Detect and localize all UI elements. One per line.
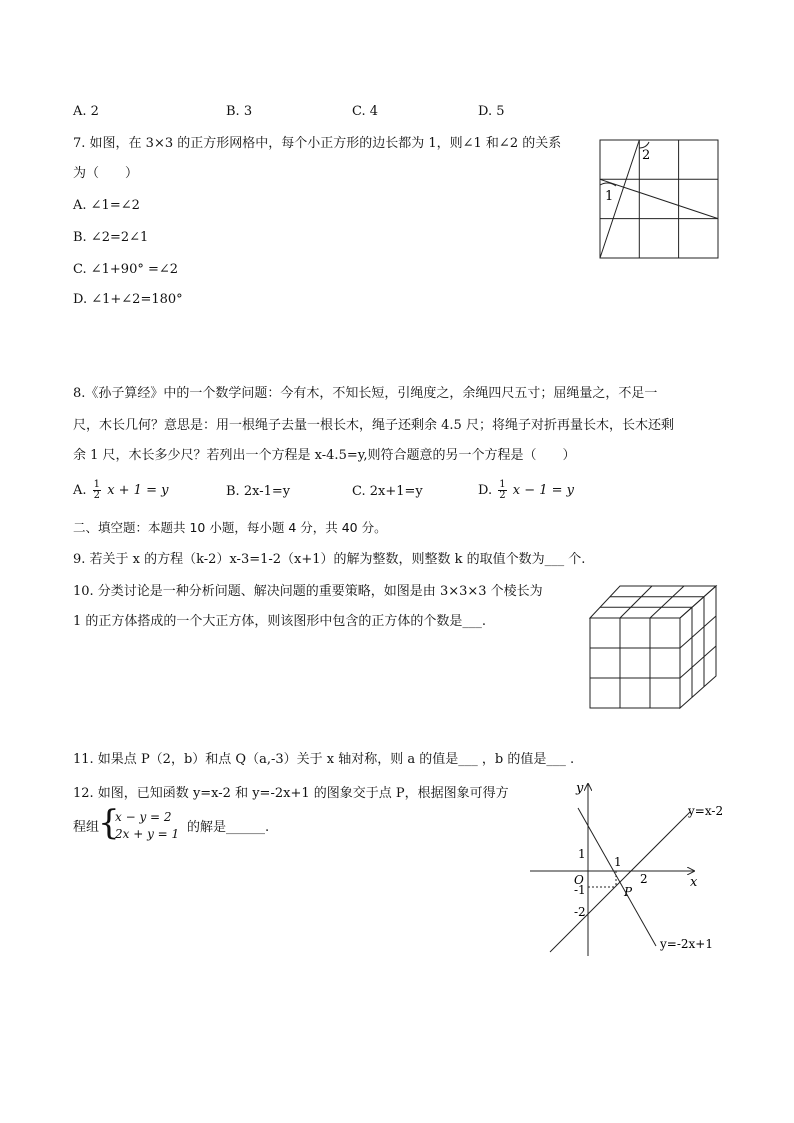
q9-text: 9. 若关于 x 的方程（k-2）x-3=1-2（x+1）的解为整数，则整数 k 的取值个数为___ 个. <box>73 552 586 567</box>
q8-option-b: B. 2x-1=y <box>226 484 291 499</box>
q12-prefix: 程组 <box>73 820 100 835</box>
q7-angle-1-label: 1 <box>605 189 614 204</box>
q12-suffix: 的解是______. <box>187 820 270 835</box>
q7-option-d: D. ∠1+∠2=180° <box>73 292 183 307</box>
graph-tick-y-minus-2: -2 <box>574 905 586 919</box>
q8-option-a-expression: x + 1 = y <box>107 483 169 498</box>
q10-line2: 1 的正方体搭成的一个大正方体，则该图形中包含的正方体的个数是___. <box>73 614 487 629</box>
fraction-numerator: 1 <box>93 479 101 490</box>
q8-option-d-prefix: D. <box>478 483 493 498</box>
q6-option-c: C. 4 <box>352 104 379 119</box>
q7-angle-2-label: 2 <box>642 148 651 163</box>
q8-option-a-prefix: A. <box>73 483 87 498</box>
fraction-denominator: 2 <box>93 490 101 501</box>
graph-x-axis-label: x <box>690 875 698 890</box>
q7-option-c: C. ∠1+90° =∠2 <box>73 262 179 277</box>
q8-line1: 8.《孙子算经》中的一个数学问题：今有木，不知长短，引绳度之，余绳四尺五寸；屈绳量之，不足一 <box>73 386 658 401</box>
q8-line2: 尺，木长几何？意思是：用一根绳子去量一根长木，绳子还剩余 4.5 尺；将绳子对折再量长木，长木还剩 <box>73 418 674 433</box>
q12-equation-2: 2x + y = 1 <box>115 827 180 841</box>
fraction-denominator: 2 <box>499 490 506 501</box>
q7-stem-line1: 7. 如图，在 3×3 的正方形网格中，每个小正方形的边长都为 1，则∠1 和∠2 的关系 <box>73 136 562 151</box>
q11-text: 11. 如果点 P（2，b）和点 Q（a,-3）关于 x 轴对称，则 a 的值是___ ，b 的值是___ . <box>73 752 575 767</box>
section-heading-fill-in: 二、填空题：本题共 10 小题，每小题 4 分，共 40 分。 <box>73 520 387 535</box>
graph-line2-label: y=-2x+1 <box>660 937 713 951</box>
graph-y-axis-label: y <box>576 781 584 796</box>
graph-tick-y-1: 1 <box>578 847 586 861</box>
graph-tick-y-minus-1: -1 <box>574 883 586 897</box>
q8-option-a-fraction <box>93 480 101 501</box>
q10-line1: 10. 分类讨论是一种分析问题、解决问题的重要策略，如图是由 3×3×3 个棱长为 <box>73 584 543 599</box>
q12-equation-1: x − y = 2 <box>115 810 172 824</box>
q8-option-c: C. 2x+1=y <box>352 484 423 499</box>
q8-line3: 余 1 尺，木长多少尺？若列出一个方程是 x-4.5=y,则符合题意的另一个方程是（ ） <box>73 448 576 463</box>
fraction-numerator: 1 <box>499 479 506 490</box>
q7-option-b: B. ∠2=2∠1 <box>73 230 149 245</box>
q8-option-d-expression: x − 1 = y <box>512 483 575 498</box>
q6-option-a: A. 2 <box>73 104 99 119</box>
q7-stem-line2: 为（ ） <box>73 166 139 181</box>
q8-option-d <box>478 477 574 505</box>
q12-line1: 12. 如图，已知函数 y=x-2 和 y=-2x+1 的图象交于点 P，根据图象可得方 <box>73 786 509 801</box>
q10-cube-figure <box>586 582 722 712</box>
graph-tick-x-2: 2 <box>640 872 648 886</box>
graph-point-p-label: P <box>624 885 633 899</box>
q12-function-graph <box>526 778 730 958</box>
q8-option-d-fraction <box>498 480 506 501</box>
q6-option-d: D. 5 <box>478 104 505 119</box>
q6-option-b: B. 3 <box>226 104 253 119</box>
graph-origin-label: O <box>574 873 584 887</box>
graph-line1-label: y=x-2 <box>688 804 724 818</box>
q7-option-a: A. ∠1=∠2 <box>73 198 140 213</box>
q8-option-a <box>73 477 168 505</box>
q7-grid-figure <box>596 136 722 262</box>
q12-system-brace: { <box>98 803 120 843</box>
graph-tick-x-1: 1 <box>614 855 622 869</box>
